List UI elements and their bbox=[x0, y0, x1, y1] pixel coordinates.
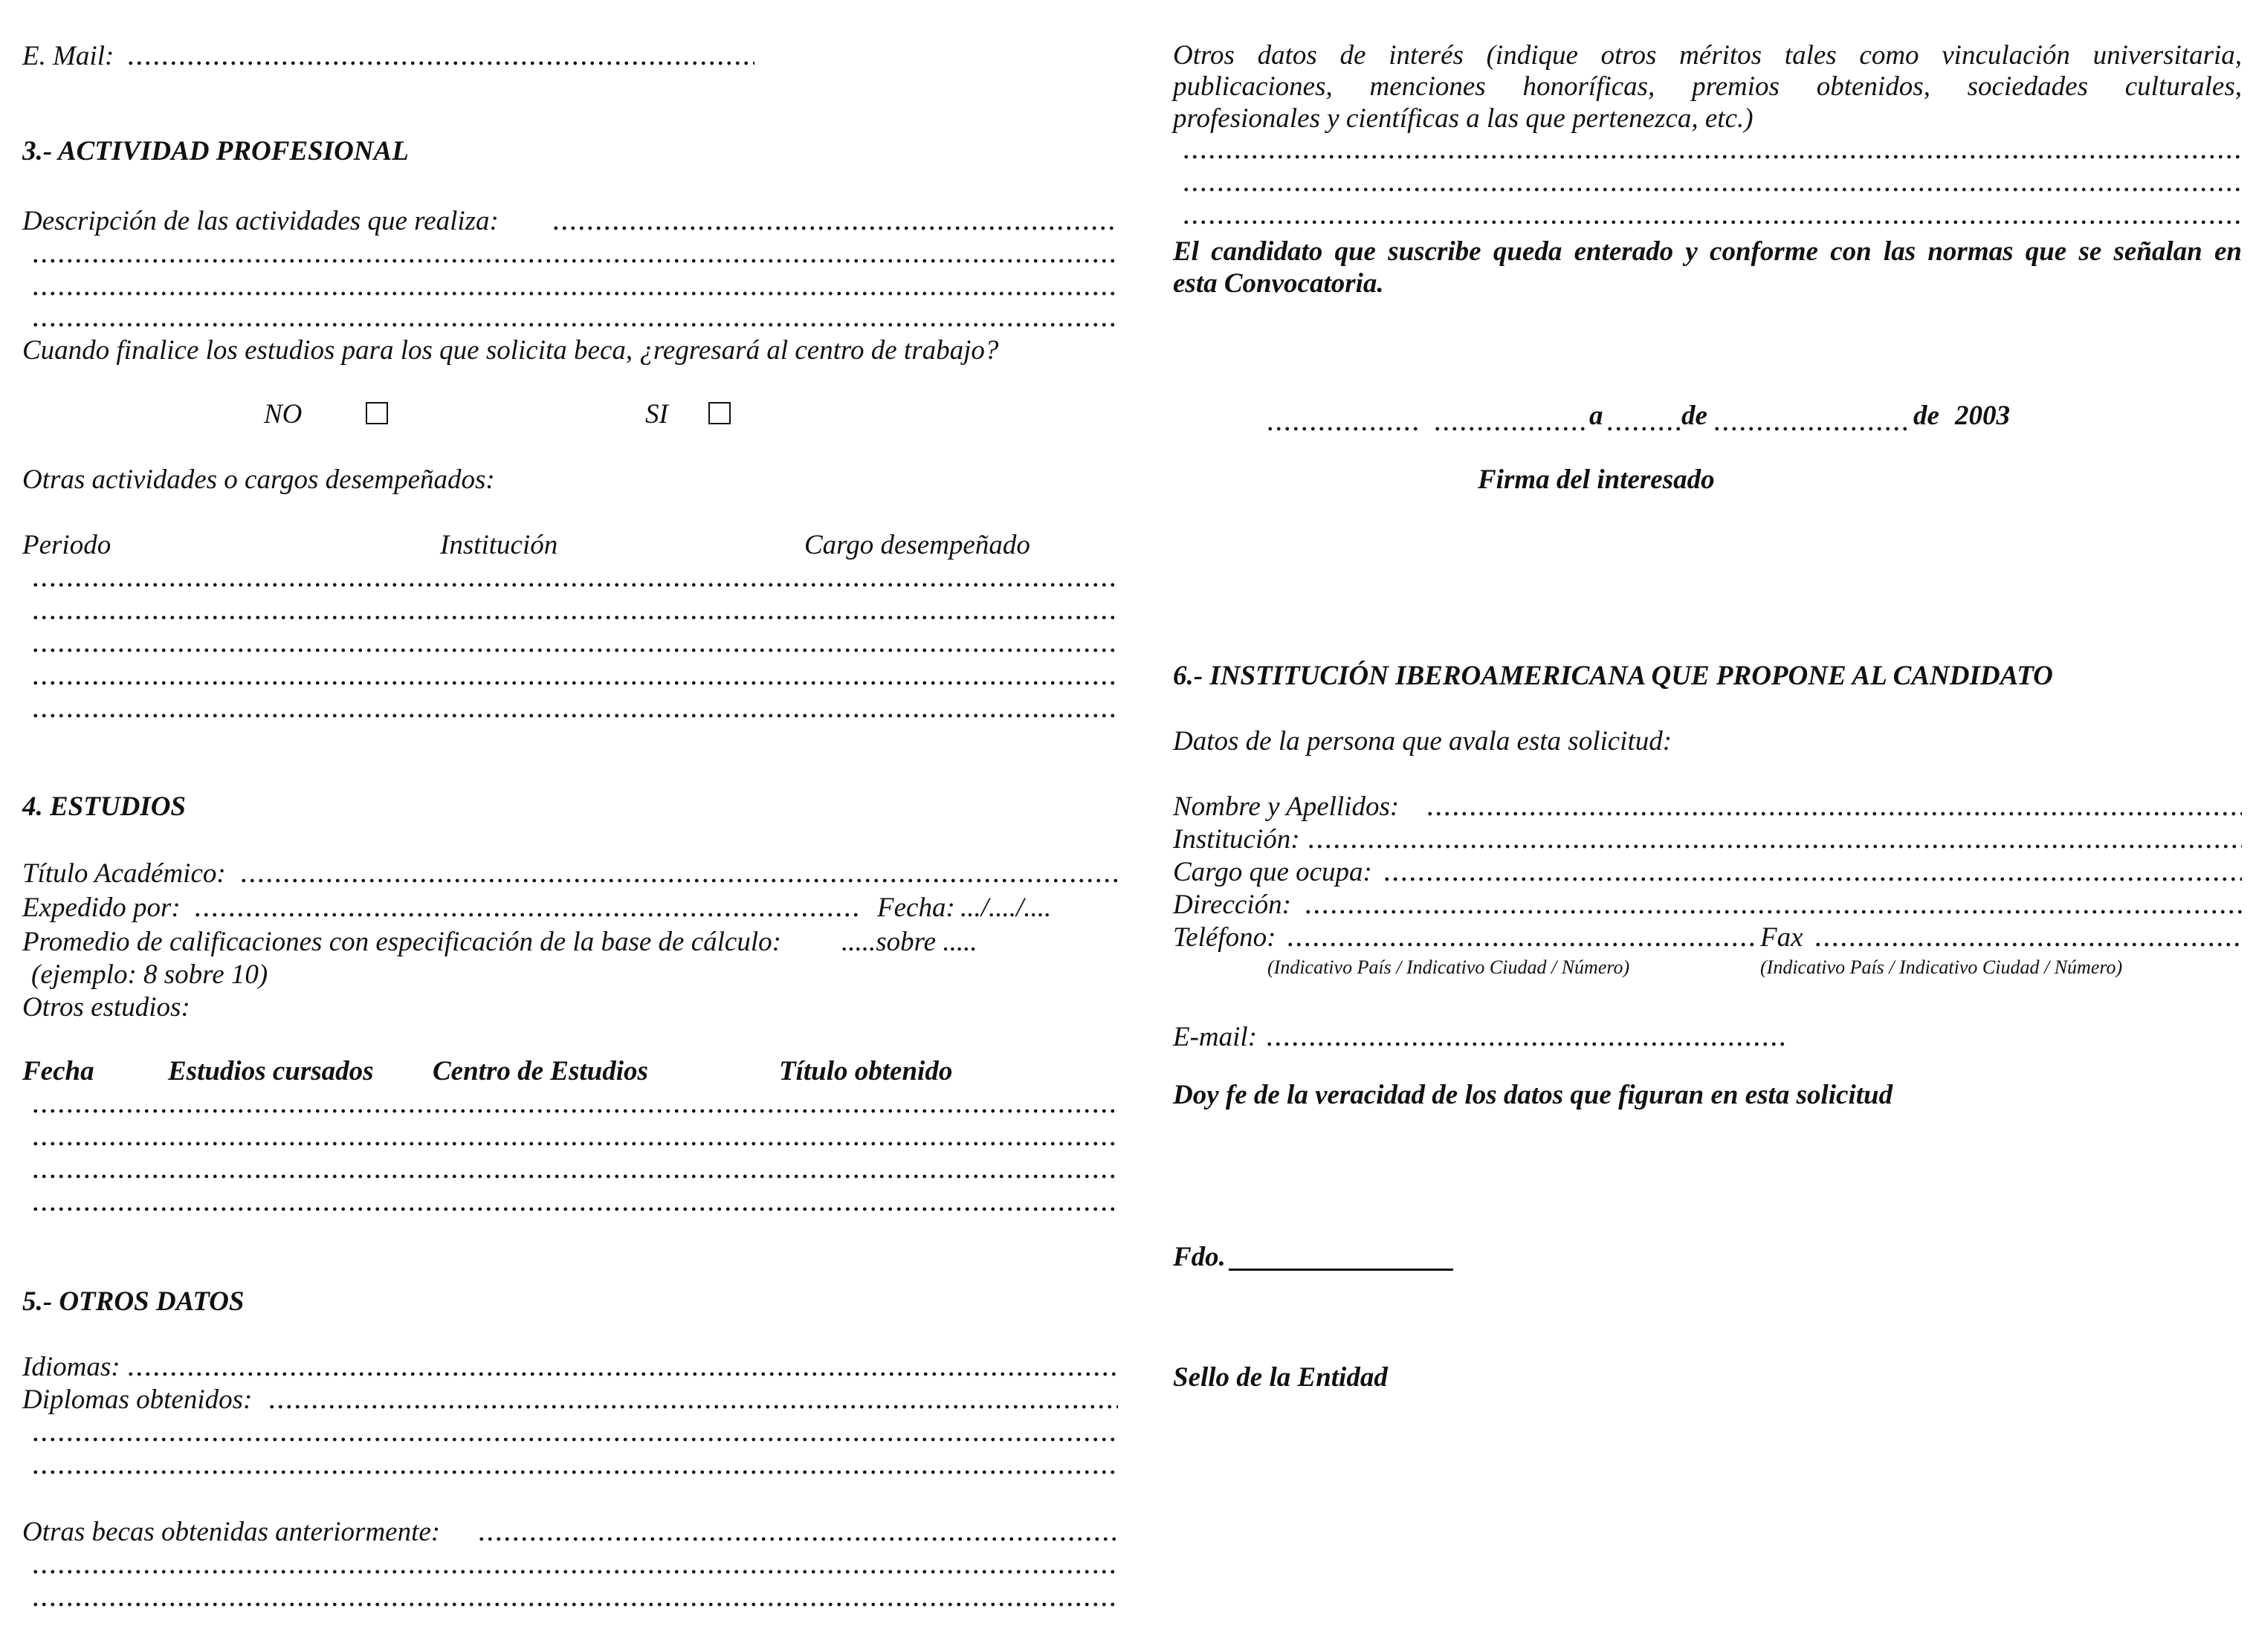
date-day-field[interactable] bbox=[1606, 425, 1680, 433]
estudios-line-2[interactable] bbox=[31, 1140, 1118, 1147]
activities-line-1[interactable] bbox=[31, 581, 1118, 589]
promedio-sobre[interactable]: .....sobre ..... bbox=[841, 927, 977, 957]
si-checkbox[interactable] bbox=[708, 402, 731, 424]
estudios-line-3[interactable] bbox=[31, 1173, 1118, 1180]
sello-label: Sello de la Entidad bbox=[1173, 1362, 1388, 1393]
otros-datos-line-2: publicaciones, menciones honoríficas, premios obtenidos, sociedades culturales, bbox=[1173, 71, 2242, 102]
titulo-field[interactable] bbox=[239, 877, 1118, 884]
avala-email-field[interactable] bbox=[1265, 1040, 1785, 1048]
cargo-field[interactable] bbox=[1383, 875, 2242, 883]
otros-datos-field-2[interactable] bbox=[1182, 186, 2242, 193]
otros-datos-field-1[interactable] bbox=[1182, 153, 2242, 161]
section-4-heading: 4. ESTUDIOS bbox=[22, 791, 186, 822]
estudios-line-4[interactable] bbox=[31, 1205, 1118, 1213]
expedido-label: Expedido por: bbox=[22, 893, 181, 923]
date-de-2: de bbox=[1913, 401, 1939, 431]
expedido-field[interactable] bbox=[193, 911, 862, 919]
section-6-heading: 6.- INSTITUCIÓN IBEROAMERICANA QUE PROPONE AL CANDIDATO bbox=[1173, 661, 2053, 691]
email-field[interactable] bbox=[126, 59, 754, 67]
activities-desc-line-2[interactable] bbox=[31, 257, 1118, 265]
otros-datos-field-3[interactable] bbox=[1182, 218, 2242, 226]
column-centro: Centro de Estudios bbox=[433, 1056, 648, 1086]
signature-line[interactable] bbox=[1229, 1269, 1453, 1271]
activities-desc-label: Descripción de las actividades que realiza: bbox=[22, 206, 499, 236]
diplomas-line-2[interactable] bbox=[31, 1436, 1118, 1443]
otros-estudios-label: Otros estudios: bbox=[22, 992, 190, 1023]
date-de-1: de bbox=[1681, 401, 1707, 431]
column-periodo: Periodo bbox=[22, 530, 111, 560]
becas-label: Otras becas obtenidas anteriormente: bbox=[22, 1517, 441, 1547]
fdo-label: Fdo. bbox=[1173, 1242, 1226, 1272]
acuerdo-line-2: esta Convocatoria. bbox=[1173, 268, 1384, 299]
telefono-label: Teléfono: bbox=[1173, 922, 1276, 953]
ejemplo-note: (ejemplo: 8 sobre 10) bbox=[31, 959, 268, 990]
activities-line-4[interactable] bbox=[31, 679, 1118, 687]
fax-label: Fax bbox=[1760, 922, 1803, 953]
date-a: a bbox=[1589, 401, 1603, 431]
direccion-field[interactable] bbox=[1304, 908, 2242, 916]
nombre-label: Nombre y Apellidos: bbox=[1173, 791, 1400, 822]
column-estudios: Estudios cursados bbox=[168, 1056, 374, 1086]
other-activities-label: Otras actividades o cargos desempeñados: bbox=[22, 464, 495, 495]
doy-fe-statement: Doy fe de la veracidad de los datos que figuran en esta solicitud bbox=[1173, 1080, 1893, 1110]
otros-datos-line-1: Otros datos de interés (indique otros méritos tales como vinculación universitaria, bbox=[1173, 40, 2242, 71]
fecha-label: Fecha: bbox=[877, 893, 955, 923]
institucion-label: Institución: bbox=[1173, 824, 1300, 855]
idiomas-label: Idiomas: bbox=[22, 1352, 120, 1382]
becas-line-2[interactable] bbox=[31, 1568, 1118, 1575]
section-3-heading: 3.- ACTIVIDAD PROFESIONAL bbox=[22, 136, 409, 166]
promedio-label: Promedio de calificaciones con especificación de la base de cálculo: bbox=[22, 927, 781, 957]
activities-desc-line-3[interactable] bbox=[31, 290, 1118, 297]
column-fecha: Fecha bbox=[22, 1056, 94, 1086]
section-5-heading: 5.- OTROS DATOS bbox=[22, 1286, 245, 1317]
no-checkbox[interactable] bbox=[366, 402, 388, 424]
activities-line-3[interactable] bbox=[31, 647, 1118, 654]
fecha-field[interactable]: .../..../.... bbox=[960, 893, 1052, 923]
acuerdo-line-1: El candidato que suscribe queda enterado y conforme con las normas que se señalan en bbox=[1173, 236, 2242, 267]
nombre-field[interactable] bbox=[1426, 810, 2242, 817]
activities-line-2[interactable] bbox=[31, 614, 1118, 621]
firma-label: Firma del interesado bbox=[1478, 464, 1715, 495]
diplomas-line-3[interactable] bbox=[31, 1468, 1118, 1476]
idiomas-field[interactable] bbox=[126, 1370, 1118, 1378]
activities-line-5[interactable] bbox=[31, 712, 1118, 719]
becas-line-3[interactable] bbox=[31, 1601, 1118, 1608]
return-question: Cuando finalice los estudios para los que solicita beca, ¿regresará al centro de trabajo? bbox=[22, 335, 999, 366]
telefono-field[interactable] bbox=[1286, 941, 1754, 948]
indicativo-telefono: (Indicativo País / Indicativo Ciudad / Número) bbox=[1267, 956, 1630, 978]
date-city-field[interactable] bbox=[1433, 425, 1588, 433]
diplomas-field[interactable] bbox=[268, 1403, 1118, 1410]
no-label: NO bbox=[264, 399, 303, 430]
email-label: E. Mail: bbox=[22, 41, 114, 71]
date-year: 2003 bbox=[1955, 401, 2010, 431]
direccion-label: Dirección: bbox=[1173, 890, 1291, 920]
diplomas-label: Diplomas obtenidos: bbox=[22, 1384, 253, 1415]
institucion-field[interactable] bbox=[1307, 843, 2242, 850]
si-label: SI bbox=[645, 399, 668, 430]
column-cargo: Cargo desempeñado bbox=[804, 530, 1030, 560]
cargo-label: Cargo que ocupa: bbox=[1173, 857, 1372, 887]
avala-intro: Datos de la persona que avala esta solicitud: bbox=[1173, 726, 1672, 757]
becas-field[interactable] bbox=[477, 1535, 1118, 1543]
otros-datos-line-3: profesionales y científicas a las que pertenezca, etc.) bbox=[1173, 103, 1754, 134]
column-institucion: Institución bbox=[440, 530, 558, 560]
avala-email-label: E-mail: bbox=[1173, 1022, 1258, 1052]
estudios-line-1[interactable] bbox=[31, 1107, 1118, 1115]
date-place-field[interactable] bbox=[1266, 425, 1422, 433]
column-titulo: Título obtenido bbox=[779, 1056, 953, 1086]
titulo-label: Título Académico: bbox=[22, 858, 226, 889]
indicativo-fax: (Indicativo País / Indicativo Ciudad / Número) bbox=[1760, 956, 2123, 978]
fax-field[interactable] bbox=[1814, 941, 2242, 948]
activities-desc-line-4[interactable] bbox=[31, 321, 1118, 328]
date-month-field[interactable] bbox=[1713, 425, 1912, 433]
activities-desc-field[interactable] bbox=[552, 224, 1118, 232]
